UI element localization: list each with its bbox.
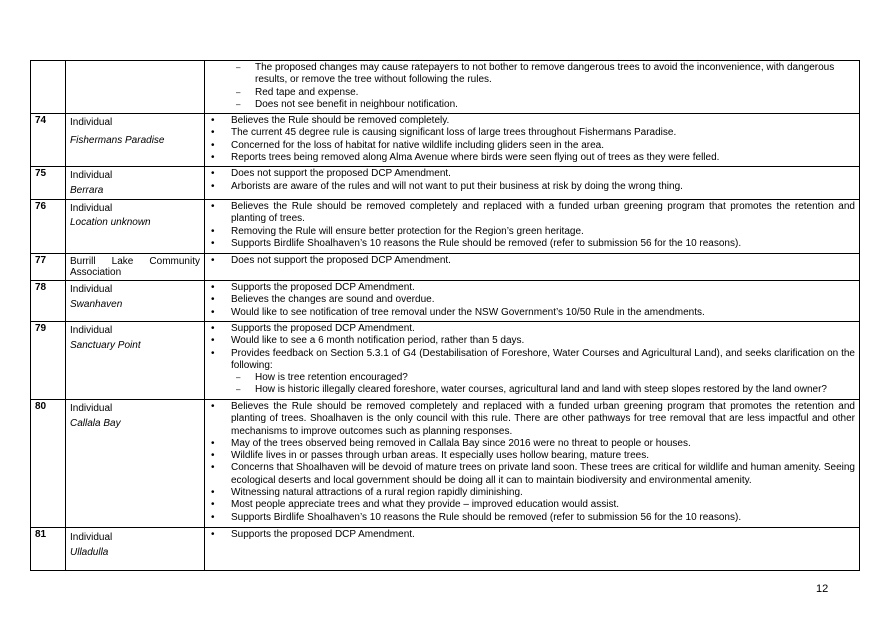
submitter-cell <box>66 114 205 167</box>
list-item: • Believes the changes are sound and overdue. <box>209 294 855 306</box>
table-row <box>31 253 860 280</box>
submitter-type: Burrill Lake Community Association <box>70 255 200 278</box>
list-item: – Red tape and expense. <box>209 87 855 99</box>
comments-cell <box>205 167 860 200</box>
list-item: • Supports Birdlife Shoalhaven’s 10 reasons the Rule should be removed (refer to submission 56 for the 10 reasons). <box>209 512 855 524</box>
list-item: • Arborists are aware of the rules and will not want to put their business at risk by doing the wrong thing. <box>209 181 855 193</box>
list-item: • Reports trees being removed along Alma Avenue where birds were seen flying out of trees as they were felled. <box>209 152 855 164</box>
submitter-type: Individual <box>70 117 113 129</box>
list-item: • Witnessing natural attractions of a rural region rapidly diminishing. <box>209 487 855 499</box>
page-number: 12 <box>816 583 829 595</box>
comments-cell <box>205 199 860 253</box>
submission-number: 76 <box>31 199 66 253</box>
bullet-list <box>209 168 855 193</box>
list-item: • Believes the Rule should be removed completely and replaced with a funded urban greening program that promotes the retention and planting of trees. <box>209 201 855 226</box>
submitter-cell <box>66 321 205 399</box>
submitter-type: Individual <box>70 531 113 543</box>
table-row <box>31 199 860 253</box>
table-row <box>31 399 860 527</box>
list-item: – How is historic illegally cleared foreshore, water courses, agricultural land and land with steep slopes restored by the land owner? <box>209 384 855 396</box>
submission-number: 79 <box>31 321 66 399</box>
comments-cell <box>205 399 860 527</box>
list-item: • Does not support the proposed DCP Amendment. <box>209 255 855 267</box>
submitter-type: Individual <box>70 283 113 295</box>
submission-number <box>31 61 66 114</box>
submitter-type: Individual <box>70 202 113 214</box>
submitter-type: Individual <box>70 324 113 336</box>
submission-number: 80 <box>31 399 66 527</box>
submitter-type: Individual <box>70 170 113 182</box>
bullet-list <box>209 201 855 250</box>
list-item: • Provides feedback on Section 5.3.1 of G4 (Destabilisation of Foreshore, Water Courses and Agricultural Land), and seeks clarification on the following: <box>209 348 855 373</box>
submissions-table <box>30 60 860 571</box>
submitter-cell <box>66 199 205 253</box>
list-item: • Would like to see a 6 month notification period, rather than 5 days. <box>209 335 855 347</box>
list-item: • Supports the proposed DCP Amendment. <box>209 529 855 541</box>
list-item: • Concerns that Shoalhaven will be devoid of mature trees on private land soon. These trees are critical for wildlife and human amenity. Seeing ecological deserts and local government should be doing all it can to maintain biodiversity and environmental amenity. <box>209 462 855 487</box>
submitter-cell <box>66 280 205 321</box>
table-row <box>31 167 860 200</box>
submitter-location: Callala Bay <box>70 418 121 430</box>
list-item: • Does not support the proposed DCP Amendment. <box>209 168 855 180</box>
dash-list <box>209 372 855 397</box>
list-item: • Would like to see notification of tree removal under the NSW Government’s 10/50 Rule in the amendments. <box>209 307 855 319</box>
list-item: • Supports the proposed DCP Amendment. <box>209 282 855 294</box>
bullet-list <box>209 282 855 319</box>
table-row <box>31 61 860 114</box>
bullet-list <box>209 401 855 524</box>
submission-number: 81 <box>31 527 66 570</box>
submitter-location: Berrara <box>70 184 104 196</box>
submission-number: 75 <box>31 167 66 200</box>
list-item: – Does not see benefit in neighbour notification. <box>209 99 855 111</box>
list-item: – How is tree retention encouraged? <box>209 372 855 384</box>
table-row <box>31 280 860 321</box>
comments-cell <box>205 61 860 114</box>
comments-cell <box>205 280 860 321</box>
comments-cell <box>205 527 860 570</box>
submitter-location: Location unknown <box>70 217 151 229</box>
submitter-location: Ulladulla <box>70 547 109 559</box>
dash-list <box>209 62 855 111</box>
list-item: • Concerned for the loss of habitat for native wildlife including gliders seen in the area. <box>209 140 855 152</box>
submitter-location: Fishermans Paradise <box>70 135 165 147</box>
submitter-location: Sanctuary Point <box>70 340 141 352</box>
comments-cell <box>205 114 860 167</box>
list-item: • Supports the proposed DCP Amendment. <box>209 323 855 335</box>
submitter-type: Individual <box>70 402 113 414</box>
list-item: • Believes the Rule should be removed completely. <box>209 115 855 127</box>
submission-number: 77 <box>31 253 66 280</box>
comments-cell <box>205 253 860 280</box>
submission-number: 78 <box>31 280 66 321</box>
submitter-cell <box>66 253 205 280</box>
submitter-cell <box>66 527 205 570</box>
submitter-cell <box>66 399 205 527</box>
list-item: • The current 45 degree rule is causing significant loss of large trees throughout Fishermans Paradise. <box>209 127 855 139</box>
table-row <box>31 321 860 399</box>
comments-cell <box>205 321 860 399</box>
list-item: • Removing the Rule will ensure better protection for the Region’s green heritage. <box>209 226 855 238</box>
table-row <box>31 114 860 167</box>
list-item: – The proposed changes may cause ratepayers to not bother to remove dangerous trees to avoid the inconvenience, with dangerous results, or remove the tree without following the rules. <box>209 62 855 87</box>
list-item: • Supports Birdlife Shoalhaven’s 10 reasons the Rule should be removed (refer to submission 56 for the 10 reasons). <box>209 238 855 250</box>
submitter-cell <box>66 167 205 200</box>
bullet-list <box>209 115 855 164</box>
list-item: • Wildlife lives in or passes through urban areas. It especially uses hollow bearing, mature trees. <box>209 450 855 462</box>
submission-number: 74 <box>31 114 66 167</box>
submitter-cell <box>66 61 205 114</box>
list-item: • Believes the Rule should be removed completely and replaced with a funded urban greening program that promotes the retention and planting of trees. Shoalhaven is the only council with this rule. There are other pathways for tree removal that are less impactful and other mechanisms to improve outcomes such as planning responses. <box>209 401 855 438</box>
bullet-list <box>209 255 855 267</box>
table-row <box>31 527 860 570</box>
bullet-list <box>209 529 855 541</box>
bullet-list <box>209 323 855 372</box>
list-item: • Most people appreciate trees and what they provide – improved education would assist. <box>209 499 855 511</box>
list-item: • May of the trees observed being removed in Callala Bay since 2016 were no threat to people or houses. <box>209 438 855 450</box>
submitter-location: Swanhaven <box>70 299 123 311</box>
